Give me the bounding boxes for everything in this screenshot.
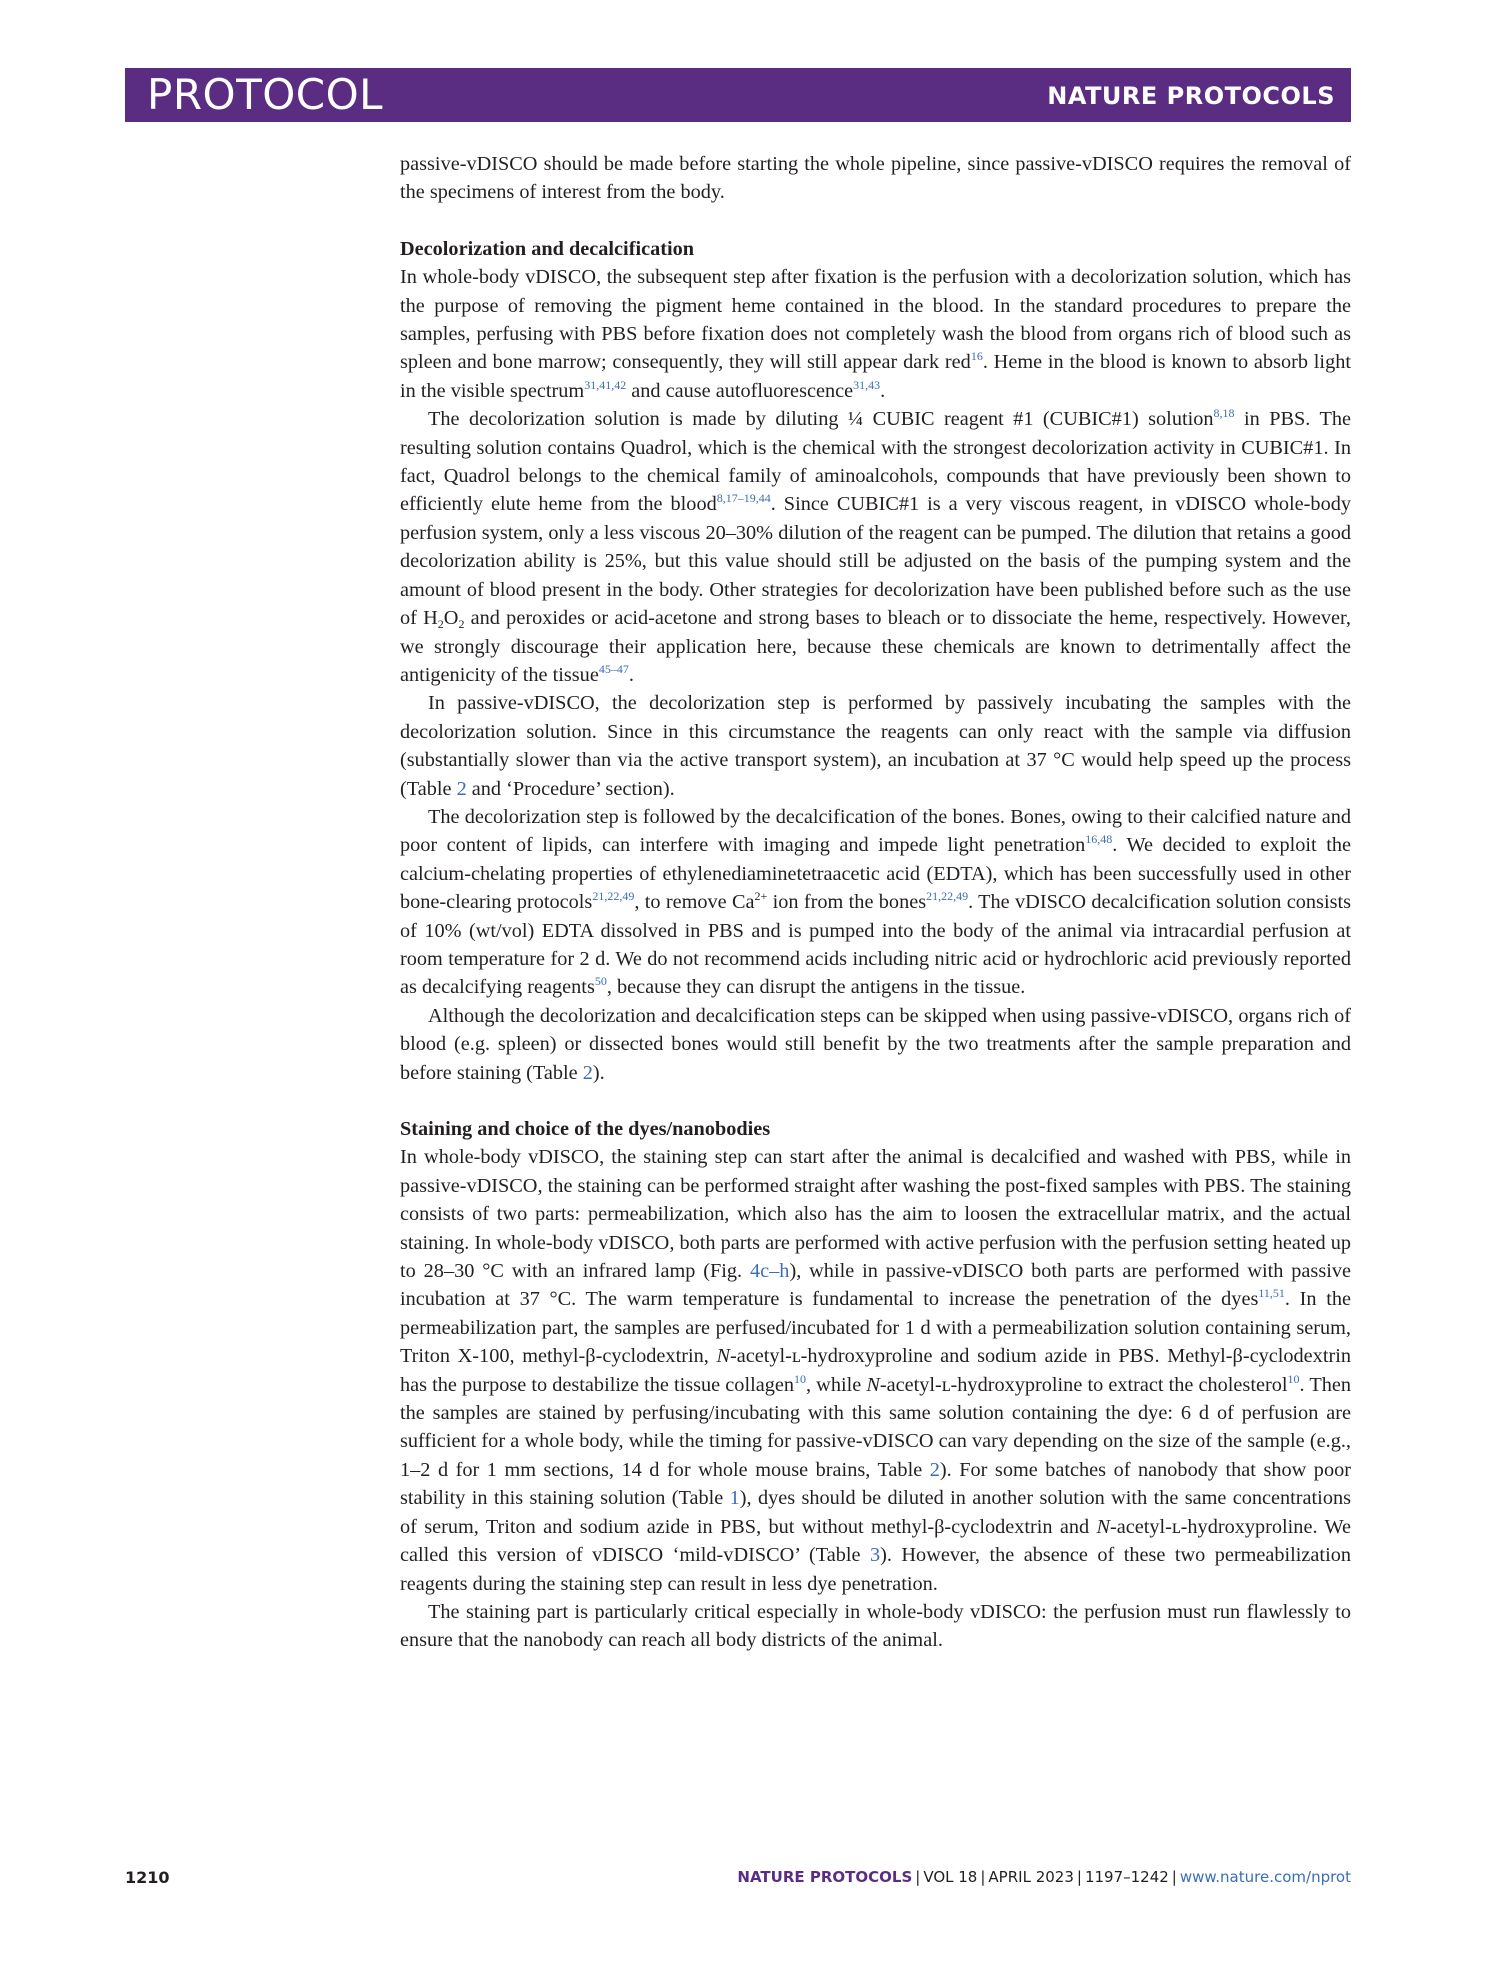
footer-volume: VOL 18 [923,1868,978,1886]
citation-link[interactable]: 16 [970,349,983,364]
paragraph-decalcification [400,803,1351,1002]
text: -acetyl-ʟ-hydroxyproline to extract the cholesterol [879,1373,1288,1396]
figure-link[interactable]: 4c–h [750,1260,790,1283]
footer-journal: NATURE PROTOCOLS [737,1868,913,1886]
table-link[interactable]: 3 [869,1544,881,1567]
italic-text: N [716,1345,731,1368]
text: The decolorization solution is made by diluting ¼ CUBIC reagent #1 (CUBIC#1) solution [428,408,1214,431]
footer-url-link[interactable]: www.nature.com/nprot [1179,1868,1351,1886]
footer-issue: APRIL 2023 [988,1868,1074,1886]
paragraph-decolorization-2 [400,405,1351,689]
text: In whole-body vDISCO, the staining step can start after the animal is decalcified and washed with PBS, while in passive-vDISCO, the staining can be performed straight after washing the post-fixed samples with PBS. The staining consists of two parts: permeabilization, which also has the aim to loosen the extracellular matrix, and the actual staining. In whole-body vDISCO, both parts are performed with active perfusion with the perfusion setting heated up to 28–30 °C with an infrared lamp (Fig. [400,1146,1351,1283]
journal-name: NATURE PROTOCOLS [1047,82,1335,110]
text: O [443,607,459,630]
text: Although the decolorization and decalcification steps can be skipped when using passive-vDISCO, organs rich of blood (e.g. spleen) or dissected bones would still benefit by the two treatments after the sample preparation and before staining (Table [400,1004,1351,1084]
citation-link[interactable]: 16,48 [1085,832,1113,847]
text: -acetyl-ʟ-hydroxyproline. We called this version of vDISCO ‘mild-vDISCO’ (Table [400,1515,1352,1567]
citation-link[interactable]: 11,51 [1258,1286,1285,1301]
text: The decolorization step is followed by the decalcification of the bones. Bones, owing to their calcified nature and poor content of lipids, can interfere with imaging and impede light penetration [400,805,1351,857]
citation-link[interactable]: 31,41,42 [584,377,627,392]
italic-text: N [866,1373,880,1396]
text: and cause autofluorescence [626,379,854,402]
text: and ‘Procedure’ section). [466,777,675,800]
citation-link[interactable]: 8,17–19,44 [716,491,771,506]
text: . Heme in the blood is known to absorb light in the visible spectrum [400,351,1351,402]
text: . We decided to exploit the calcium-chelating properties of ethylenediaminetetraacetic acid (EDTA), which has been successfully used in other bone-clearing protocols [400,834,1351,914]
text: ), while in passive-vDISCO both parts are performed with passive incubation at 37 °C. The warm temperature is fundamental to increase the penetration of the dyes [400,1260,1351,1311]
citation-link[interactable]: 50 [594,974,607,989]
footer-citation: NATURE PROTOCOLS | VOL 18 | APRIL 2023 | 1197–1242 | www.nature.com/nprot [737,1868,1351,1886]
text: , because they can disrupt the antigens in the tissue. [606,976,1026,999]
citation-link[interactable]: 10 [1287,1371,1300,1386]
text: ). [592,1061,605,1084]
text: . The vDISCO decalcification solution consists of 10% (wt/vol) EDTA dissolved in PBS and is pumped into the body of the animal via intracardial perfusion at room temperature for 2 d. We do not recommend acids including nitric acid or hydrochloric acid previously reported as decalcifying reagents [400,891,1351,999]
text: In passive-vDISCO, the decolorization step is performed by passively incubating the samples with the decolorization solution. Since in this circumstance the reagents can only react with the sample via diffusion (substantially slower than via the active transport system), an incubation at 37 °C would help speed up the process (Table [400,692,1351,800]
table-link[interactable]: 2 [582,1061,593,1084]
text: . In the permeabilization part, the samples are perfused/incubated for 1 d with a permeabilization solution containing serum, Triton X-100, methyl-β-cyclodextrin, [400,1288,1351,1368]
section-heading-staining: Staining and choice of the dyes/nanobodies [400,1118,771,1140]
text: ), dyes should be diluted in another solution with the same concentrations of serum, Triton and sodium azide in PBS, but without methyl-β-cyclodextrin and [400,1487,1351,1538]
text: , to remove Ca [634,891,755,914]
citation-link[interactable]: 8,18 [1213,406,1235,421]
paragraph-decolorization-3 [400,689,1351,803]
text: , while [806,1373,867,1396]
table-link[interactable]: 1 [729,1487,740,1510]
citation-link[interactable]: 21,22,49 [592,889,635,904]
text: -acetyl-ʟ-hydroxyproline and sodium azide in PBS. Methyl-β-cyclodextrin has the purpose to destabilize the tissue collagen [400,1345,1351,1396]
article-body [400,150,1351,1655]
page-number: 1210 [125,1868,170,1887]
section-label: PROTOCOL [147,70,384,119]
text: . Since CUBIC#1 is a very viscous reagent, in vDISCO whole-body perfusion system, only a less viscous 20–30% dilution of the reagent can be pumped. The dilution that retains a good decolorization ability is 25%, but this value should still be adjusted on the basis of the pumping system and the amount of blood present in the body. Other strategies for decolorization have been published before such as the use of H [400,493,1351,630]
citation-link[interactable]: 10 [794,1371,806,1386]
paragraph-skip-steps [400,1002,1351,1087]
subscript: 2 [437,617,444,632]
header-banner [125,68,1351,122]
intro-paragraph: passive-vDISCO should be made before starting the whole pipeline, since passive-vDISCO requires the removal of the specimens of interest from the body. [400,153,1351,204]
citation-link[interactable]: 31,43 [853,377,881,392]
superscript: 2+ [754,889,768,904]
paragraph-staining-1 [400,1143,1351,1598]
text: ). For some batches of nanobody that show poor stability in this staining solution (Table [400,1458,1351,1510]
text: In whole-body vDISCO, the subsequent step after fixation is the perfusion with a decolorization solution, which has the purpose of removing the pigment heme contained in the blood. In the standard procedures to prepare the samples, perfusing with PBS before fixation does not completely wash the blood from organs rich of blood such as spleen and bone marrow; consequently, they will still appear dark red [400,266,1351,374]
footer-pages: 1197–1242 [1084,1868,1169,1886]
table-link[interactable]: 2 [929,1458,940,1481]
text: and peroxides or acid-acetone and strong bases to bleach or to dissociate the heme, respectively. However, we strongly discourage their application here, because these chemicals are known to detrimentally affect the antigenicity of the tissue [400,607,1351,686]
text: in PBS. The resulting solution contains Quadrol, which is the chemical with the strongest decolorization activity in CUBIC#1. In fact, Quadrol belongs to the chemical family of aminoalcohols, compounds that have previously been shown to efficiently elute heme from the blood [400,408,1351,516]
citation-link[interactable]: 45–47 [598,661,629,676]
text: ). However, the absence of these two permeabilization reagents during the staining step can result in less dye penetration. [400,1544,1351,1595]
text: ion from the bones [767,891,927,914]
section-heading-decolorization: Decolorization and decalcification [400,237,695,260]
paragraph-decolorization-1 [400,263,1351,405]
subscript: 2 [458,617,465,632]
italic-text: N [1096,1515,1111,1538]
table-link[interactable]: 2 [456,777,467,800]
text: . [628,663,634,686]
paragraph-staining-2: The staining part is particularly critical especially in whole-body vDISCO: the perfusion must run flawlessly to ensure that the nanobody can reach all body districts of the animal. [400,1600,1351,1652]
text: . [880,379,886,402]
citation-link[interactable]: 21,22,49 [926,889,969,904]
text: . Then the samples are stained by perfusing/incubating with this same solution containing the dye: 6 d of perfusion are sufficient for a whole body, while the timing for passive-vDISCO can vary depending on the size of the sample (e.g., 1–2 d for 1 mm sections, 14 d for whole mouse brains, Table [400,1373,1351,1481]
